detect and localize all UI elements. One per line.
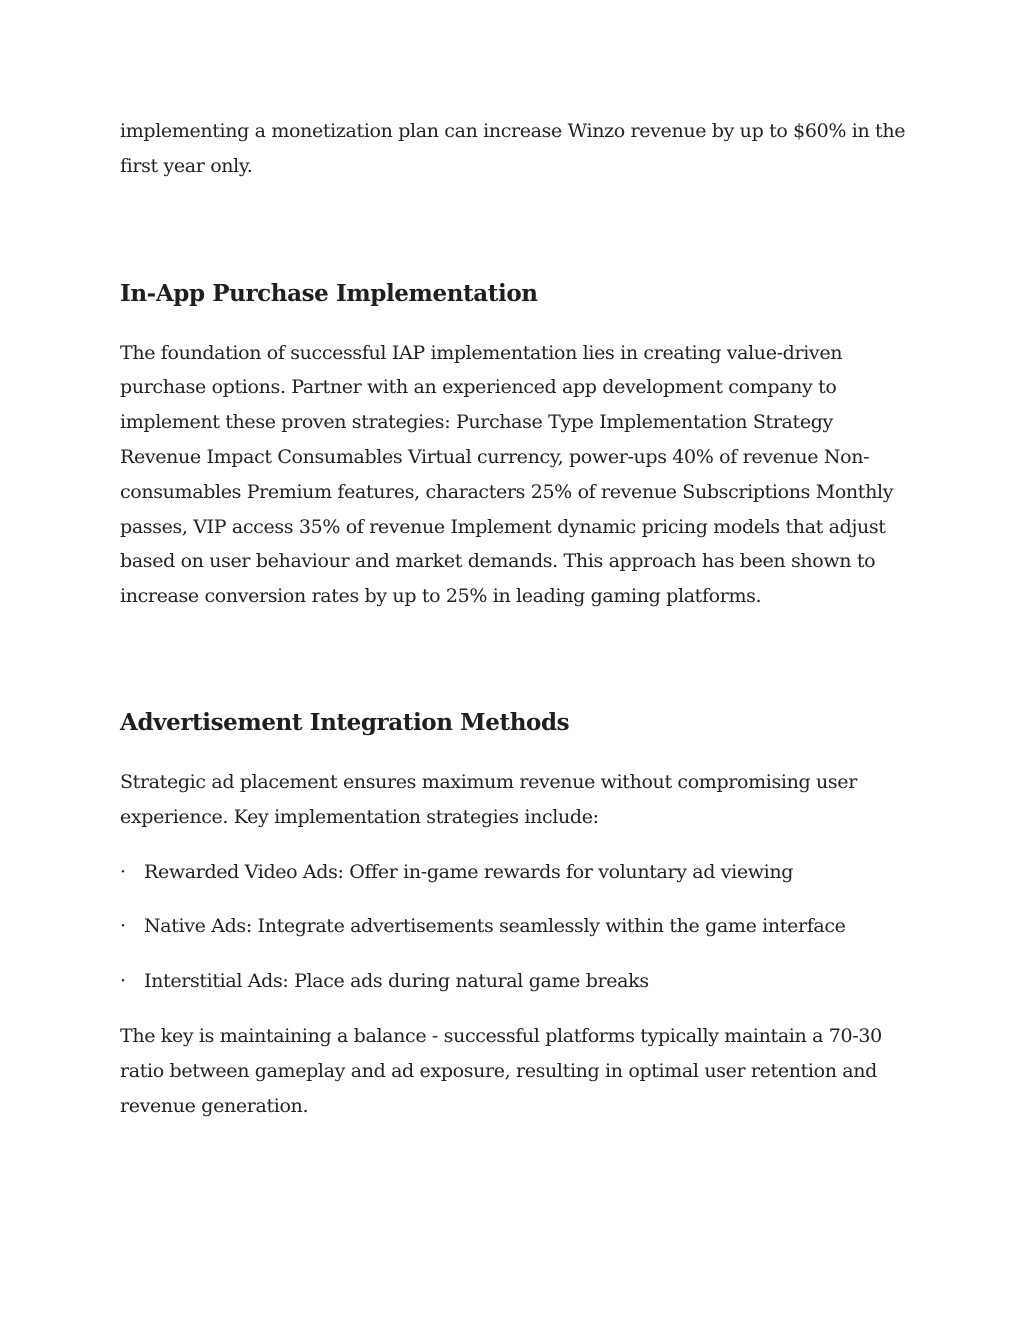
bullet-icon: · xyxy=(120,915,126,938)
intro-paragraph: implementing a monetization plan can increase Winzo revenue by up to $60% in the first year only. xyxy=(120,120,906,177)
bullet-icon: · xyxy=(120,970,126,993)
document-page xyxy=(120,114,910,1123)
list-item-text: Interstitial Ads: Place ads during natural game breaks xyxy=(144,970,649,993)
iap-paragraph: The foundation of successful IAP implementation lies in creating value-driven purchase options. Partner with an experienced app development company to implement these proven strategies: Purchase Type Implementation Strategy Revenue Impact Consumables Virtual currency, power-ups 40% of revenue Non-consumables Premium features, characters 25% of revenue Subscriptions Monthly passes, VIP access 35% of revenue Implement dynamic pricing models that adjust based on user behaviour and market demands. This approach has been shown to increase conversion rates by up to 25% in leading gaming platforms. xyxy=(120,341,894,608)
section-heading-ads: Advertisement Integration Methods xyxy=(120,708,570,736)
list-item-text: Rewarded Video Ads: Offer in-game rewards for voluntary ad viewing xyxy=(144,860,794,883)
bullet-icon: · xyxy=(120,860,126,883)
list-item xyxy=(120,909,910,944)
list-item xyxy=(120,964,910,999)
section-heading-iap: In-App Purchase Implementation xyxy=(120,279,538,307)
list-item-text: Native Ads: Integrate advertisements seamlessly within the game interface xyxy=(144,915,846,938)
closing-paragraph: The key is maintaining a balance - successful platforms typically maintain a 70-30 ratio between gameplay and ad exposure, resulting in optimal user retention and revenue generation. xyxy=(120,1024,882,1117)
ad-strategies-list xyxy=(120,855,910,999)
list-item xyxy=(120,855,910,890)
ads-intro-paragraph: Strategic ad placement ensures maximum revenue without compromising user experience. Key implementation strategies include: xyxy=(120,770,857,828)
